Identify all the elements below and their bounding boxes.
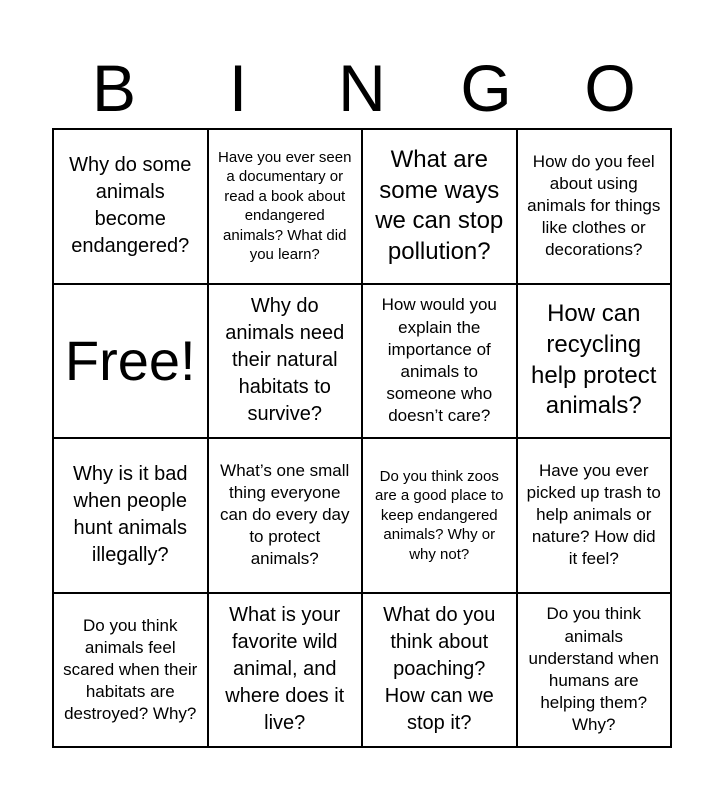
bingo-cell xyxy=(363,285,518,440)
free-space-text: Free! xyxy=(64,328,196,392)
bingo-cell-text: What’s one small thing everyone can do every day to protect animals? xyxy=(220,461,350,569)
bingo-cell-text: Why do some animals become endangered? xyxy=(69,154,192,258)
bingo-cell-text: Have you ever picked up trash to help animals or nature? How did it feel? xyxy=(526,461,661,569)
bingo-cell-text: What do you think about poaching? How can we stop it? xyxy=(383,604,496,735)
bingo-cell xyxy=(209,439,364,594)
bingo-cell xyxy=(209,594,364,749)
bingo-board xyxy=(52,128,672,748)
header-letter-g: G xyxy=(460,51,512,125)
bingo-cell xyxy=(209,130,364,285)
free-space-cell xyxy=(54,285,209,440)
bingo-cell-text: How would you explain the importance of animals to someone who doesn’t care? xyxy=(381,295,497,425)
bingo-cell-text: What are some ways we can stop pollution? xyxy=(375,145,504,265)
bingo-cell-text: Why do animals need their natural habitats to survive? xyxy=(225,295,345,426)
bingo-cell xyxy=(54,439,209,594)
bingo-cell xyxy=(518,439,673,594)
bingo-cell-text: How can recycling help protect animals? xyxy=(531,300,657,420)
bingo-cell xyxy=(54,130,209,285)
bingo-header xyxy=(52,48,672,128)
bingo-cell-text: What is your favorite wild animal, and where does it live? xyxy=(225,604,345,735)
header-letter-b: B xyxy=(91,51,137,125)
bingo-cell xyxy=(518,130,673,285)
bingo-cell-text: Do you think zoos are a good place to keep endangered animals? Why or why not? xyxy=(375,467,504,563)
bingo-cell-text: How do you feel about using animals for things like clothes or decorations? xyxy=(527,152,661,260)
bingo-cell xyxy=(363,130,518,285)
bingo-cell-text: Do you think animals feel scared when their habitats are destroyed? Why? xyxy=(63,615,198,723)
bingo-cell xyxy=(518,285,673,440)
bingo-cell xyxy=(54,594,209,749)
bingo-cell-text: Why is it bad when people hunt animals illegally? xyxy=(73,463,188,567)
bingo-cell xyxy=(363,439,518,594)
bingo-cell xyxy=(518,594,673,749)
bingo-cell-text: Have you ever seen a documentary or read a book about endangered animals? What did you learn? xyxy=(218,148,352,264)
bingo-cell xyxy=(209,285,364,440)
bingo-cell xyxy=(363,594,518,749)
header-letter-o: O xyxy=(584,51,636,125)
bingo-cell-text: Do you think animals understand when humans are helping them? Why? xyxy=(528,604,659,734)
header-letter-n: N xyxy=(338,51,386,125)
header-letter-i: I xyxy=(228,51,248,125)
